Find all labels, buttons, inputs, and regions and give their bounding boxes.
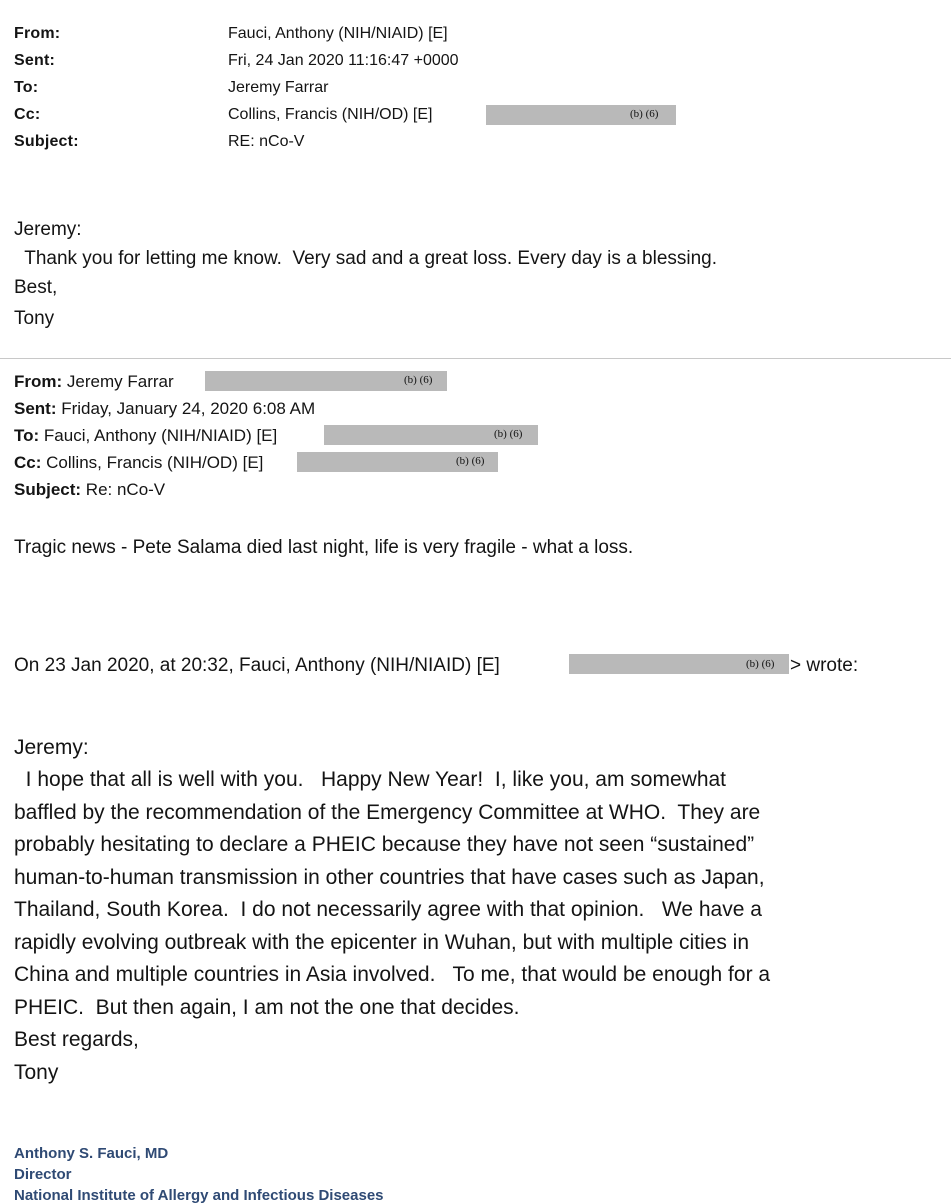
reply-line: Jeremy:: [14, 219, 82, 240]
sent-value: Fri, 24 Jan 2020 11:16:47 +0000: [228, 52, 459, 69]
redaction-exemption-label: (b) (6): [456, 455, 485, 467]
signature-name: Anthony S. Fauci, MD: [14, 1145, 169, 1162]
message-divider: [0, 358, 951, 359]
quoted-line: China and multiple countries in Asia involved. To me, that would be enough for a: [14, 963, 771, 986]
forwarded-body: Tragic news - Pete Salama died last night, life is very fragile - what a loss.: [14, 537, 634, 558]
quoted-line: I hope that all is well with you. Happy New Year! I, like you, am somewhat: [14, 768, 727, 791]
fwd-sent-line: [14, 399, 315, 419]
fwd-cc-label: Cc:: [14, 453, 42, 472]
redaction-exemption-label: (b) (6): [746, 658, 775, 670]
quoted-line: probably hesitating to declare a PHEIC because they have not seen “sustained”: [14, 833, 755, 856]
fwd-from-line: [14, 372, 174, 392]
quoted-line: baffled by the recommendation of the Emergency Committee at WHO. They are: [14, 801, 761, 824]
quoted-intro-suffix: > wrote:: [790, 655, 859, 676]
redaction-exemption-label: (b) (6): [630, 108, 659, 120]
quoted-line: human-to-human transmission in other countries that have cases such as Japan,: [14, 866, 765, 889]
signature-title: Director: [14, 1166, 72, 1183]
redaction-exemption-label: (b) (6): [404, 374, 433, 386]
quoted-line: Jeremy:: [14, 736, 89, 759]
reply-line: Tony: [14, 308, 55, 329]
fwd-sent-value: Friday, January 24, 2020 6:08 AM: [56, 399, 316, 418]
fwd-subject-label: Subject:: [14, 480, 82, 499]
fwd-cc-line: [14, 453, 263, 473]
subject-label: Subject:: [14, 133, 79, 150]
fwd-sent-label: Sent:: [14, 399, 57, 418]
to-value: Jeremy Farrar: [228, 79, 329, 96]
reply-line: Best,: [14, 277, 58, 298]
cc-value: Collins, Francis (NIH/OD) [E]: [228, 106, 433, 123]
reply-line: Thank you for letting me know. Very sad and a great loss. Every day is a blessing.: [14, 248, 718, 269]
quoted-intro-text: On 23 Jan 2020, at 20:32, Fauci, Anthony (NIH/NIAID) [E]: [14, 655, 500, 676]
fwd-to-label: To:: [14, 426, 40, 445]
quoted-line: Best regards,: [14, 1028, 139, 1051]
quoted-line: PHEIC. But then again, I am not the one that decides.: [14, 996, 520, 1019]
fwd-cc-value: Collins, Francis (NIH/OD) [E]: [41, 453, 264, 472]
fwd-from-label: From:: [14, 372, 63, 391]
from-label: From:: [14, 25, 61, 42]
fwd-subject-line: [14, 480, 165, 500]
to-label: To:: [14, 79, 39, 96]
from-value: Fauci, Anthony (NIH/NIAID) [E]: [228, 25, 448, 42]
redaction-exemption-label: (b) (6): [494, 428, 523, 440]
quoted-line: rapidly evolving outbreak with the epicenter in Wuhan, but with multiple cities in: [14, 931, 749, 954]
signature-org: National Institute of Allergy and Infectious Diseases: [14, 1187, 384, 1204]
sent-label: Sent:: [14, 52, 55, 69]
quoted-line: Tony: [14, 1061, 59, 1084]
fwd-to-line: [14, 426, 277, 446]
cc-label: Cc:: [14, 106, 41, 123]
fwd-subject-value: Re: nCo-V: [81, 480, 166, 499]
fwd-from-value: Jeremy Farrar: [62, 372, 174, 391]
quoted-line: Thailand, South Korea. I do not necessarily agree with that opinion. We have a: [14, 898, 762, 921]
fwd-to-value: Fauci, Anthony (NIH/NIAID) [E]: [39, 426, 278, 445]
subject-value: RE: nCo-V: [228, 133, 305, 150]
